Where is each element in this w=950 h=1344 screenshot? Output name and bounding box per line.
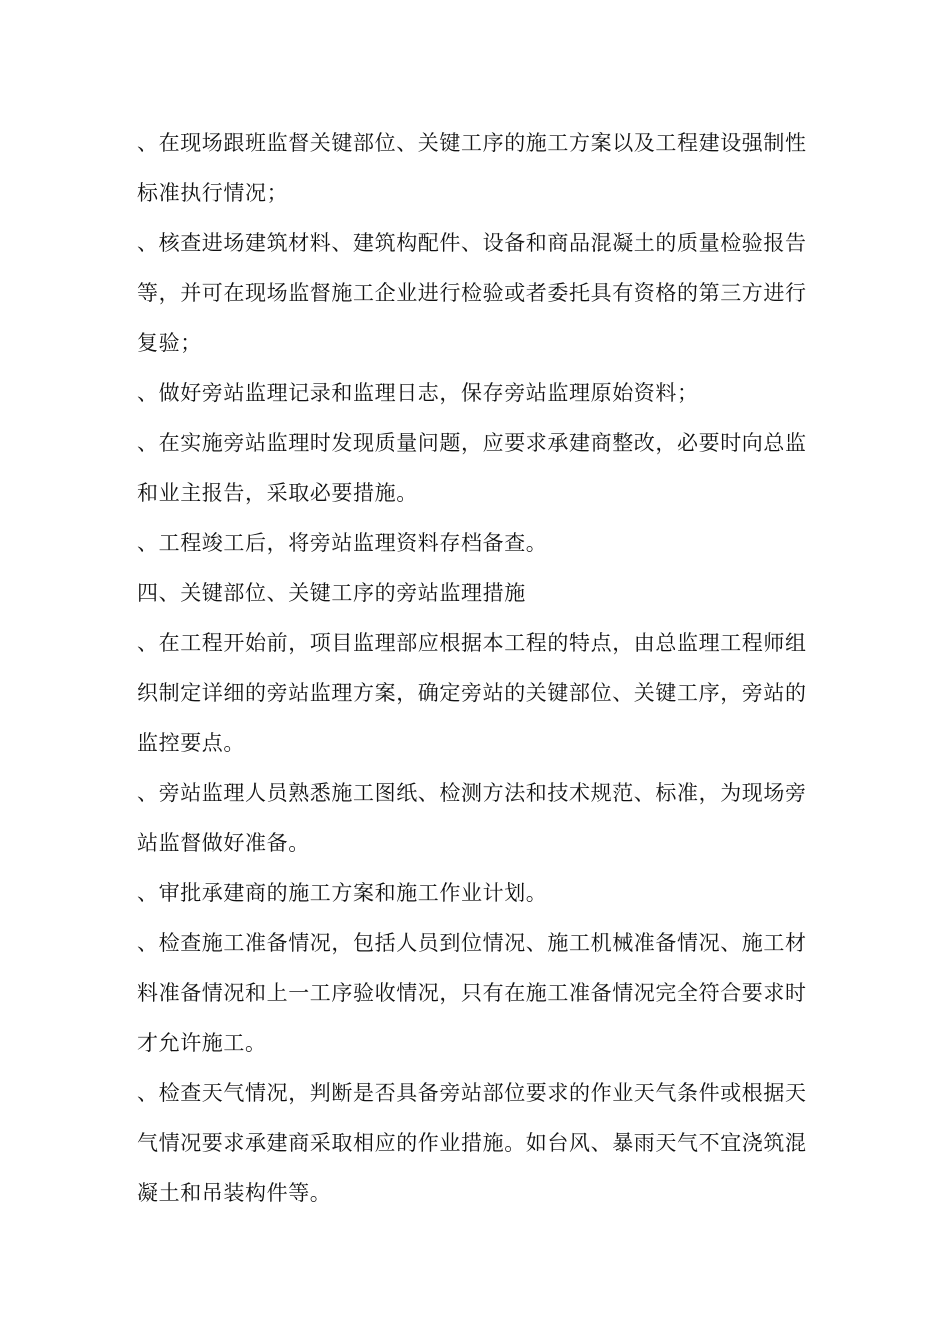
section-heading: 四、关键部位、关键工序的旁站监理措施 xyxy=(137,581,526,605)
paragraph-10: 、检查天气情况，判断是否具备旁站部位要求的作业天气条件或根据天气情况要求承建商采取相应的作业措施。如台风、暴雨天气不宜浇筑混凝土和吊装构件等。 xyxy=(137,1081,807,1205)
paragraph-8: 、审批承建商的施工方案和施工作业计划。 xyxy=(137,881,548,905)
paragraph-9: 、检查施工准备情况，包括人员到位情况、施工机械准备情况、施工材料准备情况和上一工序验收情况，只有在施工准备情况完全符合要求时才允许施工。 xyxy=(137,931,807,1055)
paragraph-7: 、旁站监理人员熟悉施工图纸、检测方法和技术规范、标准，为现场旁站监督做好准备。 xyxy=(137,781,807,855)
paragraph-3: 、做好旁站监理记录和监理日志，保存旁站监理原始资料； xyxy=(137,381,699,405)
paragraph-5: 、工程竣工后，将旁站监理资料存档备查。 xyxy=(137,531,548,555)
paragraph-1: 、在现场跟班监督关键部位、关键工序的施工方案以及工程建设强制性标准执行情况； xyxy=(137,131,807,205)
paragraph-2: 、核查进场建筑材料、建筑构配件、设备和商品混凝土的质量检验报告等，并可在现场监督施工企业进行检验或者委托具有资格的第三方进行复验； xyxy=(137,231,807,355)
document-body xyxy=(137,118,809,1218)
paragraph-4: 、在实施旁站监理时发现质量问题，应要求承建商整改，必要时向总监和业主报告，采取必要措施。 xyxy=(137,431,807,505)
paragraph-6: 、在工程开始前，项目监理部应根据本工程的特点，由总监理工程师组织制定详细的旁站监理方案，确定旁站的关键部位、关键工序，旁站的监控要点。 xyxy=(137,631,807,755)
